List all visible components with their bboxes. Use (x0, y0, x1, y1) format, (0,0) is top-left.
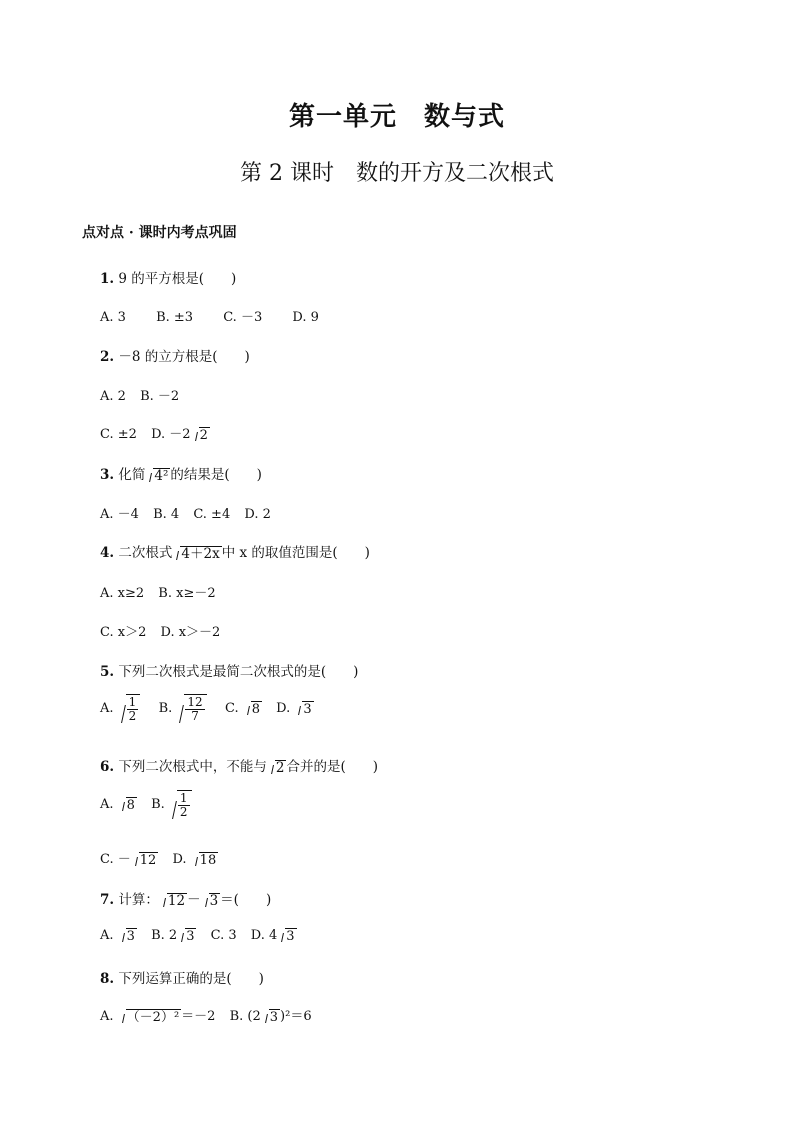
option-c: C. ±2 (100, 427, 137, 442)
question-8 (100, 967, 264, 987)
radical (169, 790, 192, 819)
option-d: D. 18 (172, 852, 217, 868)
radical: 12 (131, 852, 159, 867)
option-d: D. 2 (244, 507, 271, 522)
option-a: A. 3 (100, 310, 126, 325)
option-a: A. 3 (100, 928, 135, 944)
question-7-options (100, 928, 297, 943)
option-b: B. ±3 (156, 310, 194, 325)
option-d: D. －2 2 (151, 427, 208, 443)
radical: 4² (145, 468, 170, 484)
question-number: 7. (100, 892, 115, 908)
radical: 3 (177, 928, 196, 943)
question-1-options (100, 306, 319, 325)
question-text: －8 的立方根是( ) (118, 349, 250, 365)
radical: 3 (261, 1009, 280, 1024)
section-heading: 点对点 · 课时内考点巩固 (82, 225, 237, 241)
option-b: B. 4 (153, 507, 180, 522)
fraction: $\frac{12}{7}$ (187, 695, 203, 724)
question-text: 合并的是( ) (286, 759, 379, 775)
radical: （－2）² (118, 1009, 181, 1024)
question-2 (100, 345, 250, 365)
fraction: $\frac{1}{2}$ (179, 791, 188, 820)
lesson-subtitle: 第 2 课时 数的开方及二次根式 (240, 161, 554, 186)
question-text: 下列二次根式是最简二次根式的是( ) (118, 664, 359, 680)
question-number: 5. (100, 664, 115, 680)
option-d: D. 3 (276, 701, 312, 718)
radical: 3 (277, 928, 296, 943)
radical: 3 (201, 893, 221, 909)
question-number: 3. (100, 467, 115, 483)
question-text: 的结果是( ) (170, 467, 262, 483)
option-c: C. － 12 (100, 852, 157, 868)
option-a: A. －4 (100, 507, 139, 522)
radical: 4＋2x (172, 546, 221, 562)
fraction: $\frac{1}{2}$ (128, 695, 137, 724)
question-4-options-row1 (100, 582, 216, 601)
option-a: A. 8 (100, 797, 135, 814)
option-a: A. （－2）² ＝－2 (100, 1009, 216, 1025)
radical: 3 (294, 701, 313, 716)
option-c: C. 8 (224, 701, 261, 718)
option-c: C. x＞2 (100, 625, 147, 640)
option-b: B. x≥－2 (158, 586, 216, 601)
option-d: D. 4 3 (250, 928, 295, 944)
option-b: B. $\frac{1}{2}$ (151, 797, 191, 812)
option-c: C. ±4 (193, 507, 231, 522)
option-d: D. 9 (292, 310, 319, 325)
question-2-options-row1 (100, 385, 179, 404)
option-a: A. 2 (100, 389, 126, 404)
radical: 18 (191, 852, 219, 867)
question-5-options (100, 694, 314, 723)
radical: 12 (159, 893, 187, 909)
question-number: 4. (100, 545, 115, 561)
radical (176, 694, 206, 723)
question-3 (100, 463, 262, 483)
question-8-options (100, 1005, 312, 1024)
question-number: 2. (100, 349, 115, 365)
question-text: 中 x 的取值范围是( ) (221, 545, 370, 561)
question-number: 1. (100, 271, 115, 287)
question-text: 下列二次根式中，不能与 (118, 759, 267, 775)
question-text: ＝( ) (220, 892, 272, 908)
question-6-options-row1 (100, 790, 192, 819)
question-4-options-row2 (100, 621, 220, 640)
question-1 (100, 267, 236, 287)
option-b: B. 2 3 (151, 928, 195, 944)
radical: 2 (191, 427, 210, 442)
option-b: B. (2 3 )²＝6 (229, 1009, 312, 1025)
radical: 2 (267, 760, 287, 776)
radical: 3 (118, 928, 137, 943)
question-6 (100, 755, 378, 775)
minus-sign: － (187, 892, 201, 908)
option-c: C. －3 (223, 310, 263, 325)
option-a: A. $\frac{1}{2}$ (100, 701, 144, 716)
option-a: A. x≥2 (100, 586, 145, 601)
question-text: 化简 (118, 467, 146, 483)
question-number: 8. (100, 971, 115, 987)
question-7 (100, 888, 271, 908)
question-2-options-row2 (100, 423, 210, 442)
question-5 (100, 660, 358, 680)
option-d: D. x＞－2 (160, 625, 221, 640)
radical: 8 (118, 797, 137, 812)
question-3-options (100, 503, 271, 522)
option-b: B. $\frac{12}{7}$ (159, 701, 211, 716)
option-c: C. 3 (210, 928, 237, 943)
question-6-options-row2 (100, 848, 218, 867)
question-text: 9 的平方根是( ) (118, 271, 237, 287)
page-title: 第一单元 数与式 (288, 102, 505, 132)
question-4 (100, 541, 370, 561)
question-text: 计算： (118, 892, 159, 908)
question-number: 6. (100, 759, 115, 775)
option-b: B. －2 (140, 389, 180, 404)
radical (118, 694, 141, 723)
question-text: 二次根式 (118, 545, 173, 561)
question-text: 下列运算正确的是( ) (118, 971, 264, 987)
radical: 8 (243, 701, 262, 716)
